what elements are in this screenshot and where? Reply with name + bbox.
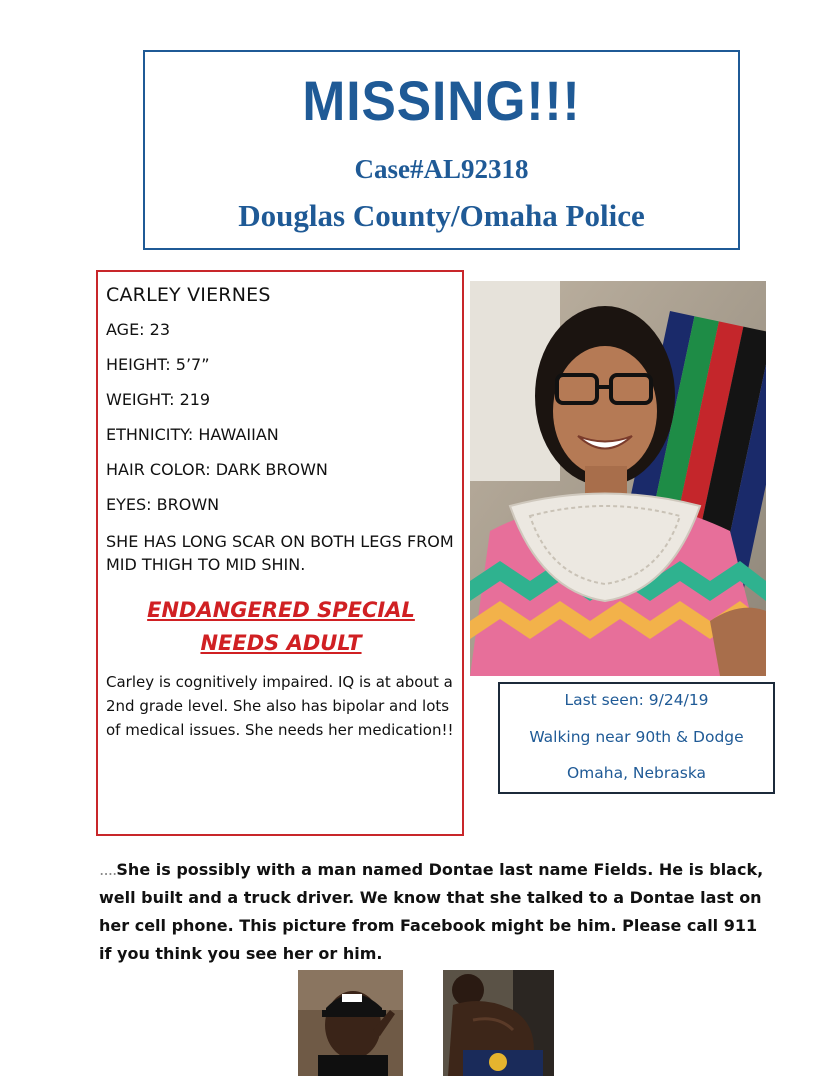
weight-field: WEIGHT: 219 — [106, 390, 211, 409]
endangered-alert — [106, 594, 456, 660]
last-seen-city: Omaha, Nebraska — [566, 764, 707, 782]
missing-person-photo — [470, 281, 766, 676]
person-info-box — [96, 270, 464, 836]
suspect-photo-1 — [298, 970, 403, 1076]
condition-description: Carley is cognitively impaired. IQ is at about a 2nd grade level. She also has bipolar and lots of medical issues. She needs her medication!! — [106, 673, 454, 739]
hair-color-field: HAIR COLOR: DARK BROWN — [106, 460, 328, 479]
note-text: She is possibly with a man named Dontae last name Fields. He is black, well built and a truck driver. We know that she talked to a Dontae last on her cell phone. This picture from Facebook might be him. Please call 911 if you think you see her or him. — [99, 860, 764, 963]
age-field: AGE: 23 — [106, 320, 171, 339]
last-seen-box — [498, 682, 775, 794]
last-seen-location: Walking near 90th & Dodge — [529, 728, 744, 746]
alert-line-1: ENDANGERED SPECIAL — [147, 598, 415, 622]
last-seen-date: Last seen: 9/24/19 — [564, 691, 709, 709]
suspect-note — [99, 856, 774, 968]
note-dots: ․․․․ — [99, 860, 117, 879]
suspect-photo-2 — [443, 970, 554, 1076]
agency-name: Douglas County/Omaha Police — [238, 198, 645, 233]
ethnicity-field: ETHNICITY: HAWAIIAN — [106, 425, 279, 444]
case-number: Case#AL92318 — [354, 154, 529, 184]
header-box — [143, 50, 740, 250]
missing-title: MISSING!!! — [302, 69, 581, 132]
height-field: HEIGHT: 5’7” — [106, 355, 210, 374]
scar-description: SHE HAS LONG SCAR ON BOTH LEGS FROM MID THIGH TO MID SHIN. — [106, 532, 454, 574]
eyes-field: EYES: BROWN — [106, 495, 220, 514]
person-name: CARLEY VIERNES — [106, 284, 271, 306]
alert-line-2: NEEDS ADULT — [200, 631, 362, 655]
